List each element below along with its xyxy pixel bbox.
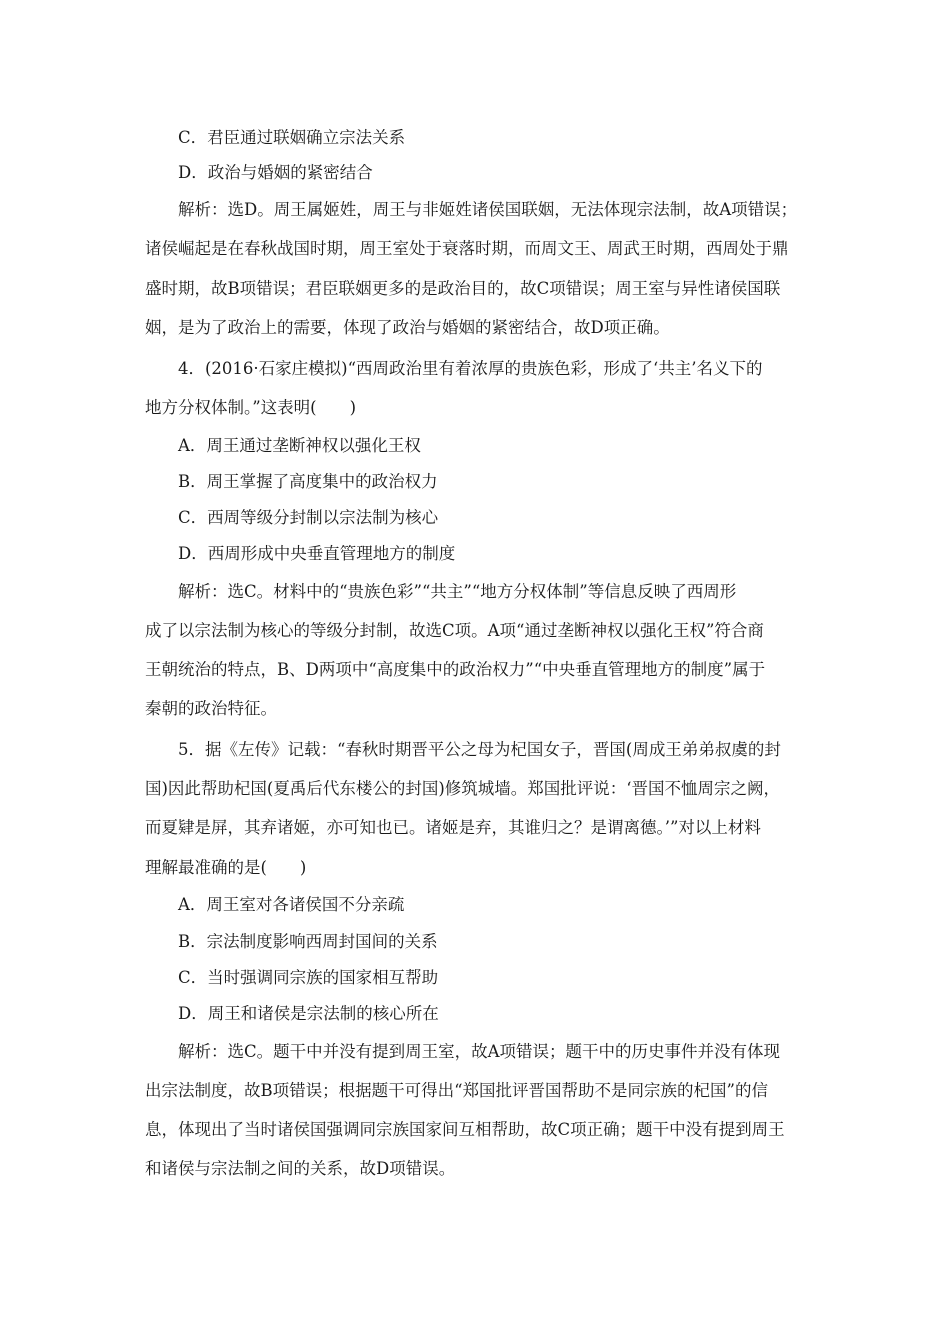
prev-analysis-line-1: 解析：选D。周王属姬姓，周王与非姬姓诸侯国联姻，无法体现宗法制，故A项错误；	[178, 200, 798, 219]
q4-option-c: C．西周等级分封制以宗法制为核心	[178, 508, 439, 527]
q5-analysis-line-1: 解析：选C。题干中并没有提到周王室，故A项错误；题干中的历史事件并没有体现	[178, 1042, 781, 1061]
q4-option-a: A．周王通过垄断神权以强化王权	[178, 436, 421, 455]
prev-option-d: D．政治与婚姻的紧密结合	[178, 163, 373, 182]
prev-analysis-line-3: 盛时期，故B项错误；君臣联姻更多的是政治目的，故C项错误；周王室与异性诸侯国联	[145, 279, 781, 298]
q4-option-d: D．西周形成中央垂直管理地方的制度	[178, 544, 456, 563]
q5-analysis-line-2: 出宗法制度，故B项错误；根据题干可得出“郑国批评晋国帮助不是同宗族的杞国”的信	[145, 1081, 768, 1100]
prev-analysis-line-2: 诸侯崛起是在春秋战国时期，周王室处于衰落时期，而周文王、周武王时期，西周处于鼎	[145, 239, 789, 258]
q4-analysis-line-4: 秦朝的政治特征。	[145, 699, 277, 718]
prev-option-c: C．君臣通过联姻确立宗法关系	[178, 128, 406, 147]
q5-option-b: B．宗法制度影响西周封国间的关系	[178, 932, 438, 951]
q5-stem-line-1: 5．据《左传》记载：“春秋时期晋平公之母为杞国女子，晋国(周成王弟弟叔虞的封	[178, 740, 781, 759]
q4-analysis-line-2: 成了以宗法制为核心的等级分封制，故选C项。A项“通过垄断神权以强化王权”符合商	[145, 621, 764, 640]
q5-stem-line-3: 而夏肄是屏，其弃诸姬，亦可知也已。诸姬是弃，其谁归之？是谓离德。’”对以上材料	[145, 818, 761, 837]
q5-option-a: A．周王室对各诸侯国不分亲疏	[178, 895, 405, 914]
q5-option-c: C．当时强调同宗族的国家相互帮助	[178, 968, 439, 987]
q5-analysis-line-3: 息，体现出了当时诸侯国强调同宗族国家间互相帮助，故C项正确；题干中没有提到周王	[145, 1120, 785, 1139]
q5-stem-line-2: 国)因此帮助杞国(夏禹后代东楼公的封国)修筑城墙。郑国批评说：‘晋国不恤周宗之阙，	[145, 779, 781, 798]
q4-stem-line-2: 地方分权体制。”这表明( )	[145, 398, 357, 417]
q4-stem-line-1: 4．(2016·石家庄模拟)“西周政治里有着浓厚的贵族色彩，形成了‘共主’名义下的	[178, 359, 763, 378]
prev-analysis-line-4: 姻，是为了政治上的需要，体现了政治与婚姻的紧密结合，故D项正确。	[145, 318, 670, 337]
q4-option-b: B．周王掌握了高度集中的政治权力	[178, 472, 438, 491]
q5-option-d: D．周王和诸侯是宗法制的核心所在	[178, 1004, 439, 1023]
q4-analysis-line-1: 解析：选C。材料中的“贵族色彩”“共主”“地方分权体制”等信息反映了西周形	[178, 582, 737, 601]
q5-analysis-line-4: 和诸侯与宗法制之间的关系，故D项错误。	[145, 1159, 456, 1178]
q4-analysis-line-3: 王朝统治的特点，B、D两项中“高度集中的政治权力”“中央垂直管理地方的制度”属于	[145, 660, 766, 679]
q5-stem-line-4: 理解最准确的是( )	[145, 858, 307, 877]
